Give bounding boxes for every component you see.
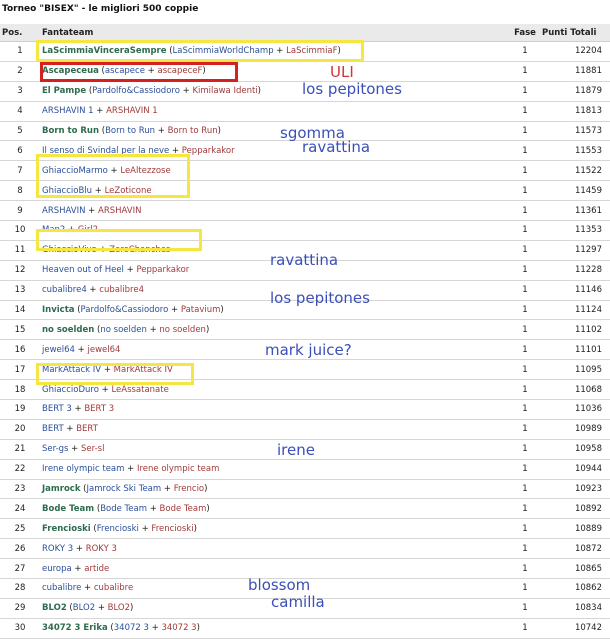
row-position: 26 xyxy=(0,539,40,559)
row-position: 3 xyxy=(0,81,40,101)
row-fantateam: ARSHAVIN 1 + ARSHAVIN 1 xyxy=(40,101,510,121)
row-fase: 1 xyxy=(510,161,540,181)
row-fase: 1 xyxy=(510,380,540,400)
row-fase: 1 xyxy=(510,539,540,559)
row-fantateam: El Pampe (Pardolfo&Cassiodoro + Kimilawa Identi) xyxy=(40,81,510,101)
row-position: 13 xyxy=(0,280,40,300)
row-fantateam: BERT 3 + BERT 3 xyxy=(40,400,510,420)
row-fantateam: Frencioski (Frencioski + Frencioski) xyxy=(40,519,510,539)
row-points: 11881 xyxy=(540,61,610,81)
row-fase: 1 xyxy=(510,360,540,380)
team-name-link[interactable]: BLO2 xyxy=(42,603,67,614)
row-fantateam: GhiaccioDuro + LeAssatanate xyxy=(40,380,510,400)
player-2-link[interactable]: Pepparkakor xyxy=(181,145,235,156)
player-2-link[interactable]: Patavium xyxy=(180,305,221,316)
row-points: 10989 xyxy=(540,419,610,439)
player-1-link[interactable]: Heaven out of Heel xyxy=(42,265,124,276)
row-fase: 1 xyxy=(510,400,540,420)
player-1-link[interactable]: Ser-gs xyxy=(42,444,69,455)
player-1-link[interactable]: BERT 3 xyxy=(42,404,72,415)
row-points: 10872 xyxy=(540,539,610,559)
row-points: 11553 xyxy=(540,141,610,161)
row-fantateam: GhiaccioBlu + LeZoticone xyxy=(40,181,510,201)
player-1-link[interactable]: Bode Team xyxy=(100,503,148,514)
player-2-link[interactable]: Frencio xyxy=(173,484,205,495)
row-position: 24 xyxy=(0,499,40,519)
player-1-link[interactable]: GhiaccioVivo xyxy=(42,245,97,256)
player-1-link[interactable]: Jamrock Ski Team xyxy=(86,484,162,495)
player-1-link[interactable]: ROKY 3 xyxy=(42,543,74,554)
row-position: 15 xyxy=(0,320,40,340)
row-fantateam: BERT + BERT xyxy=(40,419,510,439)
player-2-link[interactable]: Girl2 xyxy=(77,225,99,236)
row-fantateam: Jamrock (Jamrock Ski Team + Frencio) xyxy=(40,479,510,499)
row-fantateam: Il senso di Svindal per la neve + Pepparkakor xyxy=(40,141,510,161)
player-1-link[interactable]: 34072 3 xyxy=(113,623,149,634)
row-fantateam: cubalibre + cubalibre xyxy=(40,579,510,599)
row-points: 11459 xyxy=(540,181,610,201)
team-name-link[interactable]: El Pampe xyxy=(42,86,87,97)
row-fantateam: europa + artide xyxy=(40,559,510,579)
player-1-link[interactable]: BERT xyxy=(42,424,64,435)
row-fase: 1 xyxy=(510,598,540,618)
table-row[interactable] xyxy=(0,479,610,499)
player-1-link[interactable]: LaScimmiaWorldChamp xyxy=(172,46,274,57)
row-position: 17 xyxy=(0,360,40,380)
row-points: 11361 xyxy=(540,201,610,221)
player-2-link[interactable]: MarkAttack IV xyxy=(113,364,173,375)
row-fase: 1 xyxy=(510,479,540,499)
player-2-link[interactable]: ZeroChanches xyxy=(109,245,171,256)
row-fase: 1 xyxy=(510,201,540,221)
row-points: 11068 xyxy=(540,380,610,400)
player-1-link[interactable]: no soelden xyxy=(100,324,147,335)
table-row[interactable] xyxy=(0,539,610,559)
row-fase: 1 xyxy=(510,240,540,260)
player-2-link[interactable]: LeAltezzose xyxy=(120,165,171,176)
row-position: 2 xyxy=(0,61,40,81)
row-points: 11813 xyxy=(540,101,610,121)
row-fantateam: 34072 3 Erika (34072 3 + 34072 3) xyxy=(40,618,510,638)
player-2-link[interactable]: Born to Run xyxy=(167,126,218,136)
row-fase: 1 xyxy=(510,61,540,81)
table-row[interactable] xyxy=(0,618,610,638)
table-row[interactable] xyxy=(0,499,610,519)
highlight-box-row-18 xyxy=(36,363,194,385)
annotation-sgomma: sgomma xyxy=(280,124,345,142)
player-1-link[interactable]: Pardolfo&Cassiodoro xyxy=(80,305,169,316)
table-row[interactable] xyxy=(0,519,610,539)
row-position: 4 xyxy=(0,101,40,121)
page-title: Torneo "BISEX" - le migliori 500 coppie xyxy=(2,4,199,14)
row-fantateam: LaScimmiaVinceraSempre (LaScimmiaWorldChamp + LaScimmiaF) xyxy=(40,42,510,62)
row-points: 10889 xyxy=(540,519,610,539)
row-fantateam: Bode Team (Bode Team + Bode Team) xyxy=(40,499,510,519)
row-fase: 1 xyxy=(510,260,540,280)
highlight-box-rows-7-8 xyxy=(36,154,190,198)
row-points: 11095 xyxy=(540,360,610,380)
player-1-link[interactable]: GhiaccioMarmo xyxy=(42,165,108,176)
table-row[interactable] xyxy=(0,419,610,439)
row-points: 11146 xyxy=(540,280,610,300)
row-position: 28 xyxy=(0,579,40,599)
player-2-link[interactable]: LeAssatanate xyxy=(111,384,169,395)
player-2-link[interactable]: Bode Team xyxy=(159,503,207,514)
row-position: 11 xyxy=(0,240,40,260)
player-2-link[interactable]: Pepparkakor xyxy=(136,265,190,276)
row-fase: 1 xyxy=(510,101,540,121)
table-row[interactable] xyxy=(0,459,610,479)
row-position: 18 xyxy=(0,380,40,400)
row-position: 5 xyxy=(0,121,40,141)
row-position: 1 xyxy=(0,42,40,62)
row-points: 11124 xyxy=(540,300,610,320)
player-2-link[interactable]: 34072 3 xyxy=(161,623,197,634)
row-points: 11101 xyxy=(540,340,610,360)
row-position: 9 xyxy=(0,201,40,221)
table-row[interactable] xyxy=(0,101,610,121)
row-position: 27 xyxy=(0,559,40,579)
team-name-link[interactable]: Jamrock xyxy=(42,484,81,495)
player-2-link[interactable]: ARSHAVIN 1 xyxy=(106,106,158,117)
row-position: 25 xyxy=(0,519,40,539)
row-fantateam: GhiaccioMarmo + LeAltezzose xyxy=(40,161,510,181)
table-row[interactable] xyxy=(0,400,610,420)
table-row[interactable] xyxy=(0,320,610,340)
player-1-link[interactable]: MarkAttack IV xyxy=(42,364,102,375)
row-fase: 1 xyxy=(510,280,540,300)
row-points: 10834 xyxy=(540,598,610,618)
row-points: 11228 xyxy=(540,260,610,280)
player-1-link[interactable]: cubalibre4 xyxy=(42,285,87,296)
annotation-mark-juice: mark juice? xyxy=(265,341,352,359)
row-points: 10958 xyxy=(540,439,610,459)
row-position: 10 xyxy=(0,221,40,241)
row-position: 16 xyxy=(0,340,40,360)
player-1-link[interactable]: Irene olympic team xyxy=(42,464,125,475)
row-fantateam: GhiaccioVivo + ZeroChanches xyxy=(40,240,510,260)
row-fase: 1 xyxy=(510,618,540,638)
row-points: 11573 xyxy=(540,121,610,141)
annotation-los-pepitones: los pepitones xyxy=(302,80,402,98)
team-name-link[interactable]: Ascapeceua xyxy=(42,66,99,77)
row-fantateam: Born to Run (Born to Run + Born to Run) xyxy=(40,121,510,141)
player-1-link[interactable]: GhiaccioBlu xyxy=(42,185,93,196)
player-2-link[interactable]: ROKY 3 xyxy=(85,543,117,554)
column-header-team[interactable]: Fantateam xyxy=(40,24,510,42)
player-2-link[interactable]: BERT xyxy=(76,424,98,435)
row-position: 6 xyxy=(0,141,40,161)
player-2-link[interactable]: BLO2 xyxy=(107,603,131,614)
player-1-link[interactable]: europa xyxy=(42,563,72,574)
row-position: 19 xyxy=(0,400,40,420)
player-2-link[interactable]: no soelden xyxy=(159,324,206,335)
row-points: 11353 xyxy=(540,221,610,241)
annotation-uli: ULI xyxy=(330,63,354,81)
player-1-link[interactable]: GhiaccioDuro xyxy=(42,384,99,395)
player-1-link[interactable]: jewel64 xyxy=(42,344,75,355)
highlight-box-row-1 xyxy=(36,40,364,62)
row-fase: 1 xyxy=(510,419,540,439)
row-fantateam: jewel64 + jewel64 xyxy=(40,340,510,360)
player-2-link[interactable]: ascapeceF xyxy=(157,66,203,77)
player-2-link[interactable]: Ser-sl xyxy=(81,444,105,455)
team-name-link[interactable]: 34072 3 Erika xyxy=(42,623,108,634)
row-fantateam: Irene olympic team + Irene olympic team xyxy=(40,459,510,479)
player-2-link[interactable]: Frencioski xyxy=(151,523,194,534)
row-fantateam: BLO2 (BLO2 + BLO2) xyxy=(40,598,510,618)
row-points: 11879 xyxy=(540,81,610,101)
annotation-irene: irene xyxy=(277,441,315,459)
player-2-link[interactable]: LeZoticone xyxy=(104,185,152,196)
row-points: 11522 xyxy=(540,161,610,181)
row-position: 8 xyxy=(0,181,40,201)
table-header-row xyxy=(0,24,610,42)
row-fase: 1 xyxy=(510,181,540,201)
team-name-link[interactable]: Born to Run xyxy=(42,126,100,136)
player-2-link[interactable]: jewel64 xyxy=(87,344,121,355)
row-fantateam: Heaven out of Heel + Pepparkakor xyxy=(40,260,510,280)
annotation-ravattina: ravattina xyxy=(302,138,371,156)
row-fase: 1 xyxy=(510,499,540,519)
row-points: 10865 xyxy=(540,559,610,579)
row-points: 11297 xyxy=(540,240,610,260)
player-1-link[interactable]: Born to Run xyxy=(105,126,156,136)
player-2-link[interactable]: LaScimmiaF xyxy=(286,46,338,57)
row-points: 10944 xyxy=(540,459,610,479)
row-fantateam: ARSHAVIN + ARSHAVIN xyxy=(40,201,510,221)
row-points: 10862 xyxy=(540,579,610,599)
row-position: 23 xyxy=(0,479,40,499)
row-fase: 1 xyxy=(510,459,540,479)
team-name-link[interactable]: Invicta xyxy=(42,305,75,316)
player-2-link[interactable]: artide xyxy=(84,563,110,574)
player-1-link[interactable]: BLO2 xyxy=(72,603,96,614)
highlight-box-row-2 xyxy=(40,62,238,82)
player-2-link[interactable]: BERT 3 xyxy=(84,404,115,415)
row-position: 29 xyxy=(0,598,40,618)
player-2-link[interactable]: ARSHAVIN xyxy=(98,205,142,216)
player-2-link[interactable]: Irene olympic team xyxy=(136,464,220,475)
row-fase: 1 xyxy=(510,320,540,340)
annotation-los-pepitones-2: los pepitones xyxy=(270,289,370,307)
row-position: 20 xyxy=(0,419,40,439)
row-position: 12 xyxy=(0,260,40,280)
row-fase: 1 xyxy=(510,559,540,579)
column-header-points[interactable]: Punti Totali xyxy=(540,24,610,42)
row-points: 10892 xyxy=(540,499,610,519)
player-1-link[interactable]: Man2 xyxy=(42,225,66,236)
row-fase: 1 xyxy=(510,300,540,320)
row-fase: 1 xyxy=(510,439,540,459)
team-name-link[interactable]: Bode Team xyxy=(42,503,95,514)
player-1-link[interactable]: ascapece xyxy=(104,66,145,77)
row-points: 12204 xyxy=(540,42,610,62)
row-position: 7 xyxy=(0,161,40,181)
highlight-box-row-11 xyxy=(36,229,202,251)
row-points: 10742 xyxy=(540,618,610,638)
table-row[interactable] xyxy=(0,201,610,221)
player-1-link[interactable]: Pardolfo&Cassiodoro xyxy=(92,86,180,97)
row-fantateam: Ascapeceua (ascapece + ascapeceF) xyxy=(40,61,510,81)
player-1-link[interactable]: Il senso di Svindal per la neve xyxy=(42,145,170,156)
row-fantateam: ROKY 3 + ROKY 3 xyxy=(40,539,510,559)
row-fase: 1 xyxy=(510,340,540,360)
column-header-pos[interactable]: Pos. xyxy=(0,24,40,42)
row-fase: 1 xyxy=(510,81,540,101)
annotation-camilla: camilla xyxy=(271,593,325,611)
row-position: 22 xyxy=(0,459,40,479)
annotation-ravattina-2: ravattina xyxy=(270,251,339,269)
player-1-link[interactable]: ARSHAVIN 1 xyxy=(42,106,94,117)
row-points: 11036 xyxy=(540,400,610,420)
row-fantateam: Ser-gs + Ser-sl xyxy=(40,439,510,459)
row-fantateam: no soelden (no soelden + no soelden) xyxy=(40,320,510,340)
row-fase: 1 xyxy=(510,42,540,62)
team-name-link[interactable]: LaScimmiaVinceraSempre xyxy=(42,46,167,57)
row-points: 10923 xyxy=(540,479,610,499)
row-position: 21 xyxy=(0,439,40,459)
row-fase: 1 xyxy=(510,121,540,141)
row-fantateam: Man2 + Girl2 xyxy=(40,221,510,241)
player-1-link[interactable]: Frencioski xyxy=(96,523,139,534)
player-2-link[interactable]: cubalibre xyxy=(93,583,134,594)
row-position: 14 xyxy=(0,300,40,320)
row-fase: 1 xyxy=(510,141,540,161)
annotation-blossom: blossom xyxy=(248,576,311,594)
row-fantateam: cubalibre4 + cubalibre4 xyxy=(40,280,510,300)
column-header-fase[interactable]: Fase xyxy=(510,24,540,42)
row-fase: 1 xyxy=(510,221,540,241)
row-fantateam: Invicta (Pardolfo&Cassiodoro + Patavium) xyxy=(40,300,510,320)
row-position: 30 xyxy=(0,618,40,638)
row-fantateam: MarkAttack IV + MarkAttack IV xyxy=(40,360,510,380)
row-points: 11102 xyxy=(540,320,610,340)
player-2-link[interactable]: cubalibre4 xyxy=(99,285,144,296)
player-1-link[interactable]: cubalibre xyxy=(42,583,82,594)
player-1-link[interactable]: ARSHAVIN xyxy=(42,205,86,216)
row-fase: 1 xyxy=(510,579,540,599)
team-name-link[interactable]: Frencioski xyxy=(42,523,91,534)
ranking-table xyxy=(0,24,610,639)
team-name-link[interactable]: no soelden xyxy=(42,324,95,335)
row-fase: 1 xyxy=(510,519,540,539)
player-2-link[interactable]: Kimilawa Identi xyxy=(192,86,258,97)
